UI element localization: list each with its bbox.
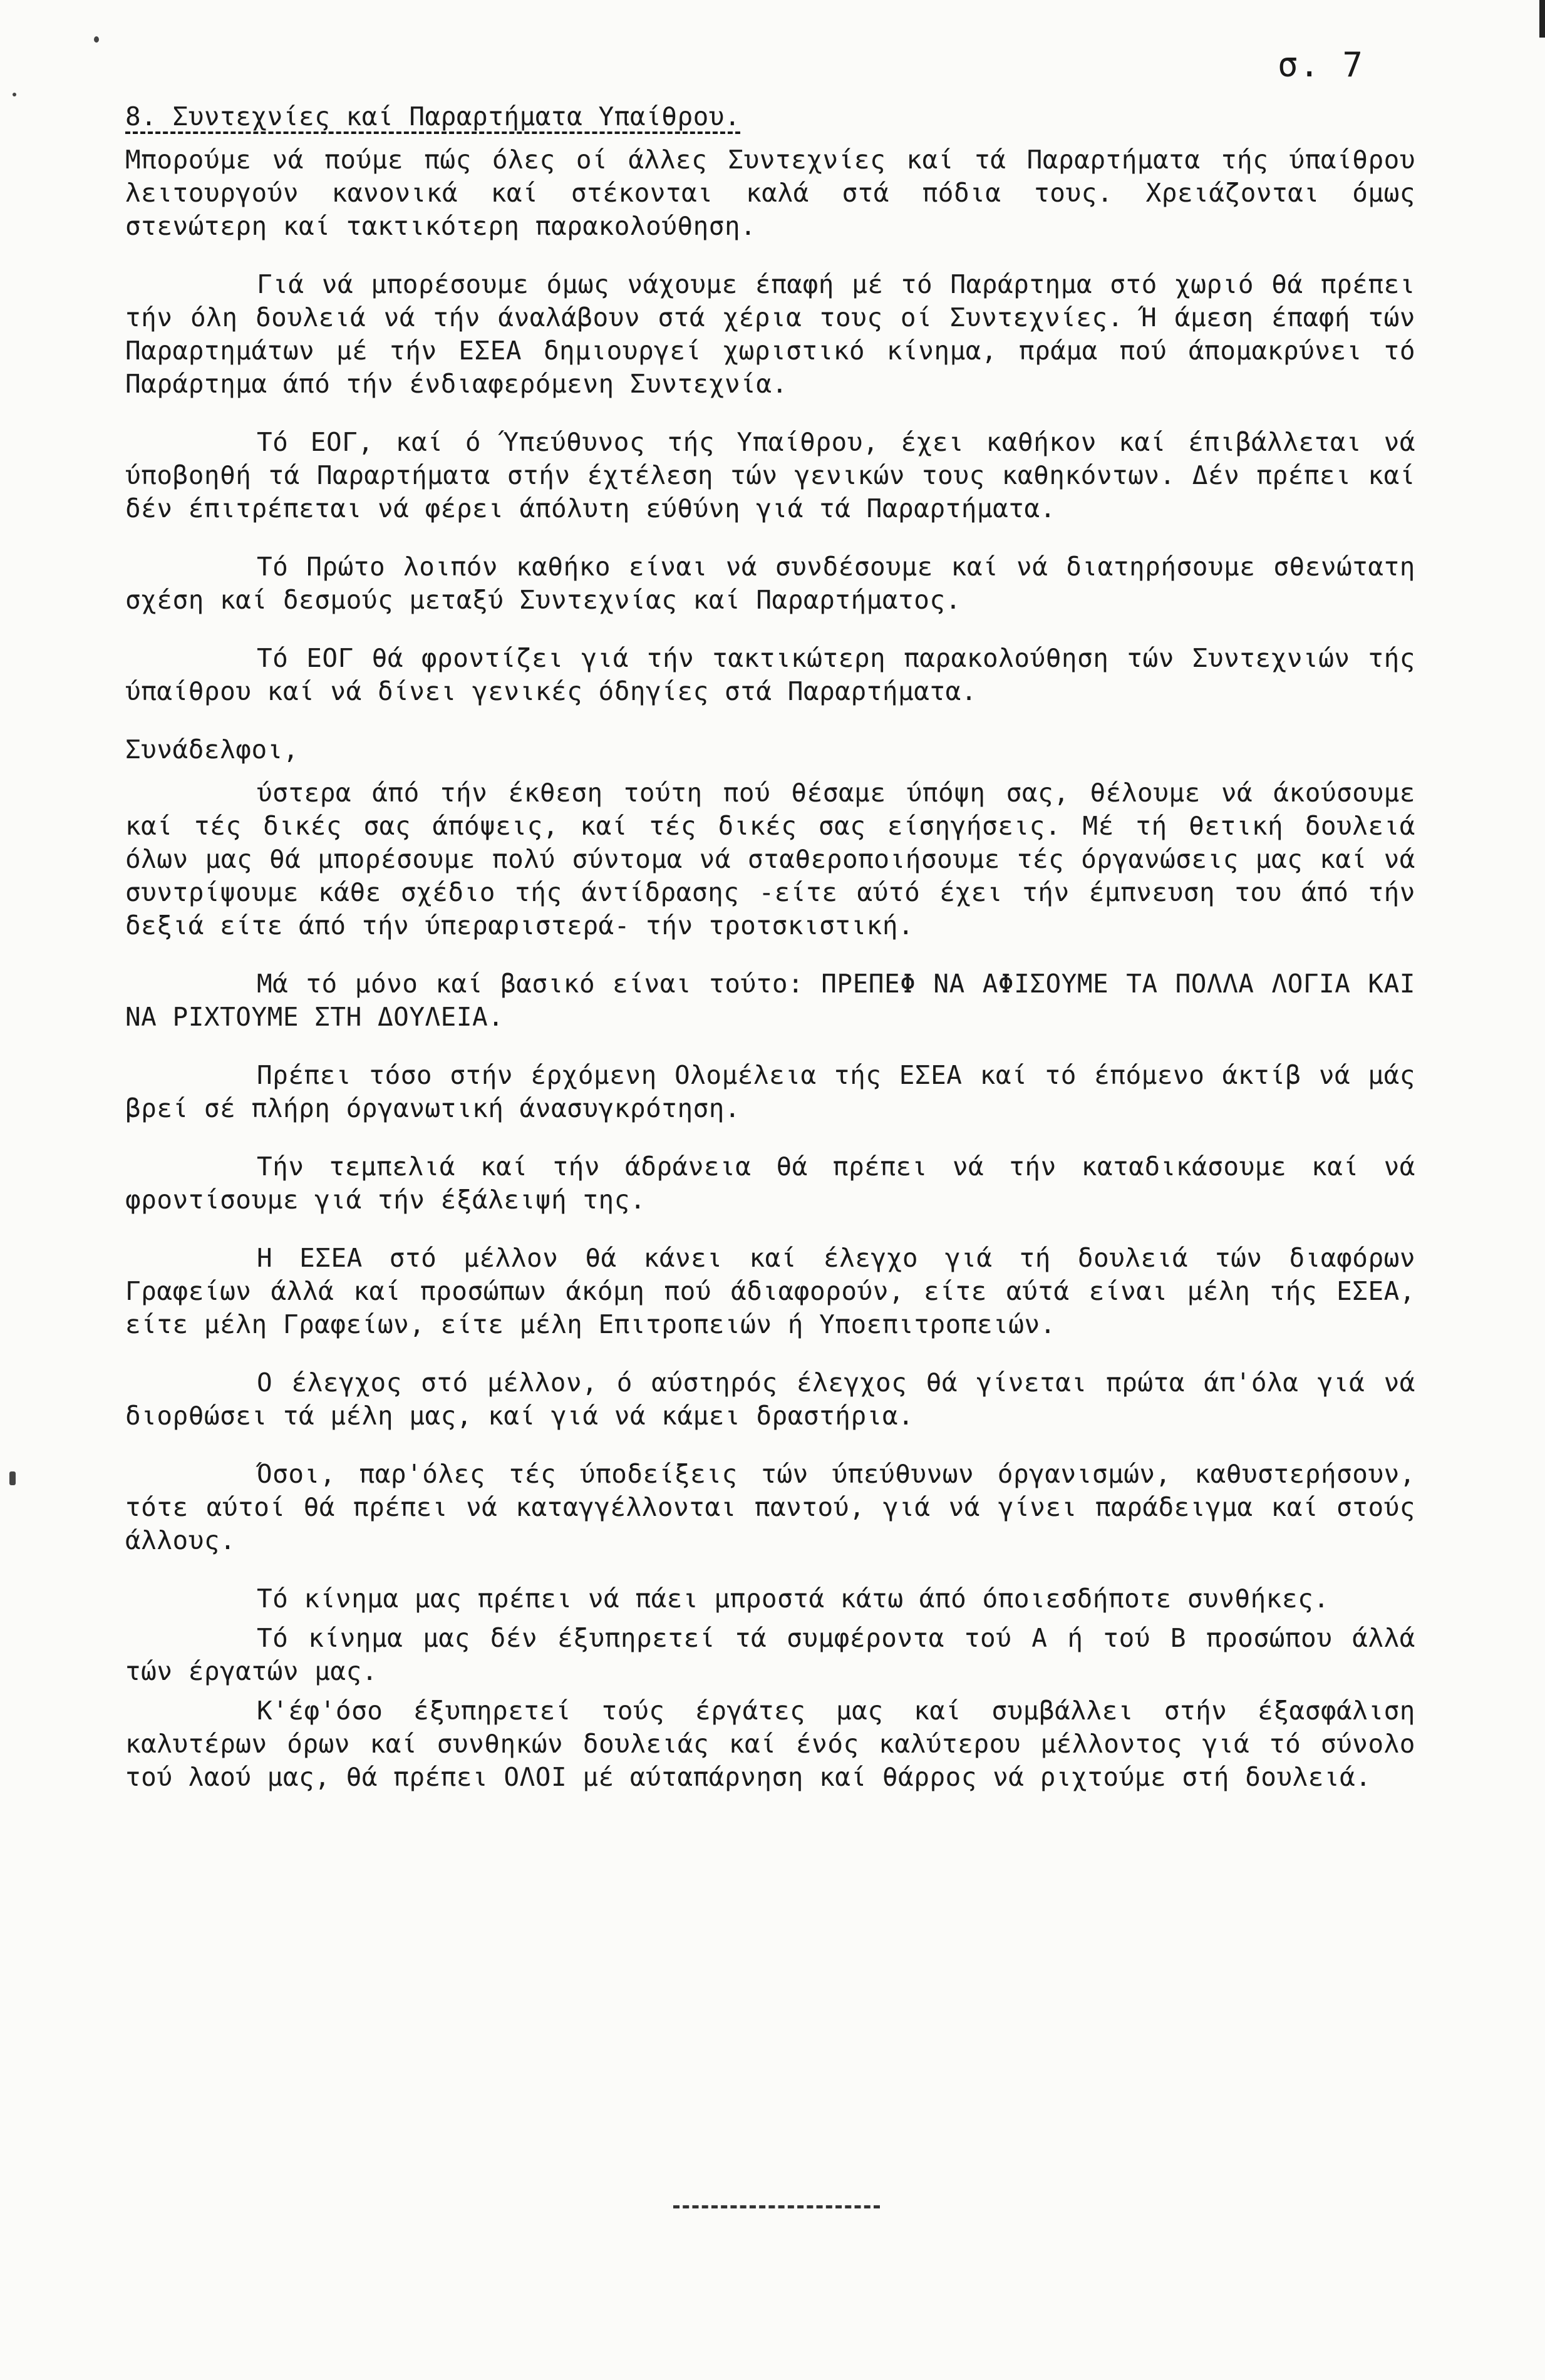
margin-speck [94, 36, 99, 43]
paragraph: Τό ΕΟΓ, καί ό Ύπεύθυνος τής Υπαίθρου, έχει καθήκον καί έπιβάλλεται νά ύποβοηθή τά Παραρτήματα στήν έχτέλεση τών γενικών τους καθηκόντων. Δέν πρέπει καί δέν έπιτρέπεται νά φέρει άπόλυτη εύθύνη γιά τά Παραρτήματα. [125, 427, 1415, 523]
paragraph: Γιά νά μπορέσουμε όμως νάχουμε έπαφή μέ τό Παράρτημα στό χωριό θά πρέπει τήν όλη δουλειά νά τήν άναλάβουν στά χέρια τους οί Συντεχνίες. Ή άμεση έπαφή τών Παραρτημάτων μέ τήν ΕΣΕΑ δημιουργεί χωριστικό κίνημα, πράμα πού άπομακρύνει τό Παράρτημα άπό τήν ένδιαφερόμενη Συντεχνία. [125, 269, 1415, 399]
section-heading: 8. Συντεχνίες καί Παραρτήματα Υπαίθρου. [125, 101, 741, 131]
paragraph: Πρέπει τόσο στήν έρχόμενη Ολομέλεια τής ΕΣΕΑ καί τό έπόμενο άκτίβ νά μάς βρεί σέ πλήρη όργανωτική άνασυγκρότηση. [125, 1060, 1415, 1123]
paragraph: Όσοι, παρ'όλες τές ύποδείξεις τών ύπεύθυνων όργανισμών, καθυστερήσουν, τότε αύτοί θά πρέπει νά καταγγέλλονται παντού, γιά νά γίνει παράδειγμα καί στούς άλλους. [125, 1459, 1415, 1555]
body-text [125, 100, 1415, 1819]
paragraph: Τό κίνημα μας δέν έξυπηρετεί τά συμφέροντα τού Α ή τού Β προσώπου άλλά τών έργατών μας. [125, 1623, 1415, 1686]
paragraph: Τό κίνημα μας πρέπει νά πάει μπροστά κάτω άπό όποιεσδήποτε συνθήκες. [257, 1584, 1330, 1614]
paragraph: Η ΕΣΕΑ στό μέλλον θά κάνει καί έλεγχο γιά τή δουλειά τών διαφόρων Γραφείων άλλά καί προσώπων άκόμη πού άδιαφορούν, είτε αύτά είναι μέλη τής ΕΣΕΑ, είτε μέλη Γραφείων, είτε μέλη Επιτροπειών ή Υποεπιτροπειών. [125, 1243, 1415, 1339]
paragraph: Μά τό μόνο καί βασικό είναι τούτο: ΠΡΕΠΕΦ ΝΑ ΑΦΙΣΟΥΜΕ ΤΑ ΠΟΛΛΑ ΛΟΓΙΑ ΚΑΙ ΝΑ ΡΙΧΤΟΥΜΕ ΣΤΗ ΔΟΥΛΕΙΑ. [125, 969, 1415, 1032]
edge-mark [1539, 0, 1545, 38]
end-separator [673, 2205, 880, 2208]
salutation: Συνάδελφοι, [125, 734, 299, 765]
paragraph: Τό ΕΟΓ θά φροντίζει γιά τήν τακτικώτερη παρακολούθηση τών Συντεχνιών τής ύπαίθρου καί νά δίνει γενικές όδηγίες στά Παραρτήματα. [125, 643, 1415, 706]
paragraph: Τήν τεμπελιά καί τήν άδράνεια θά πρέπει νά τήν καταδικάσουμε καί νά φροντίσουμε γιά τήν έξάλειψή της. [125, 1151, 1415, 1215]
paragraph: Μπορούμε νά πούμε πώς όλες οί άλλες Συντεχνίες καί τά Παραρτήματα τής ύπαίθρου λειτουργούν κανονικά καί στέκονται καλά στά πόδια τους. Χρειάζονται όμως στενώτερη καί τακτικότερη παρακολούθηση. [125, 145, 1415, 241]
paragraph: Ο έλεγχος στό μέλλον, ό αύστηρός έλεγχος θά γίνεται πρώτα άπ'όλα γιά νά διορθώσει τά μέλη μας, καί γιά νά κάμει δραστήρια. [125, 1368, 1415, 1431]
paragraph: Τό Πρώτο λοιπόν καθήκο είναι νά συνδέσουμε καί νά διατηρήσουμε σθενώτατη σχέση καί δεσμούς μεταξύ Συντεχνίας καί Παραρτήματος. [125, 552, 1415, 615]
margin-speck [13, 93, 16, 96]
margin-speck [9, 1471, 16, 1485]
paragraph: ύστερα άπό τήν έκθεση τούτη πού θέσαμε ύπόψη σας, θέλουμε νά άκούσουμε καί τές δικές σας άπόψεις, καί τές δικές σας είσηγήσεις. Μέ τή θετική δουλειά όλων μας θά μπορέσουμε πολύ σύντομα νά σταθεροποιήσουμε τές όργανώσεις μας καί νά συντρίψουμε κάθε σχέδιο τής άντίδρασης -είτε αύτό έχει τήν έμπνευση του άπό τήν δεξιά είτε άπό τήν ύπεραριστερά- τήν τροτσκιστική. [125, 778, 1415, 940]
page-number: σ. 7 [1278, 45, 1365, 85]
paragraph: Κ'έφ'όσο έξυπηρετεί τούς έργάτες μας καί συμβάλλει στήν έξασφάλιση καλυτέρων όρων καί συνθηκών δουλειάς καί ένός καλύτερου μέλλοντος γιά τό σύνολο τού λαού μας, θά πρέπει ΟΛΟΙ μέ αύταπάρνηση καί θάρρος νά ριχτούμε στή δουλειά. [125, 1696, 1415, 1792]
